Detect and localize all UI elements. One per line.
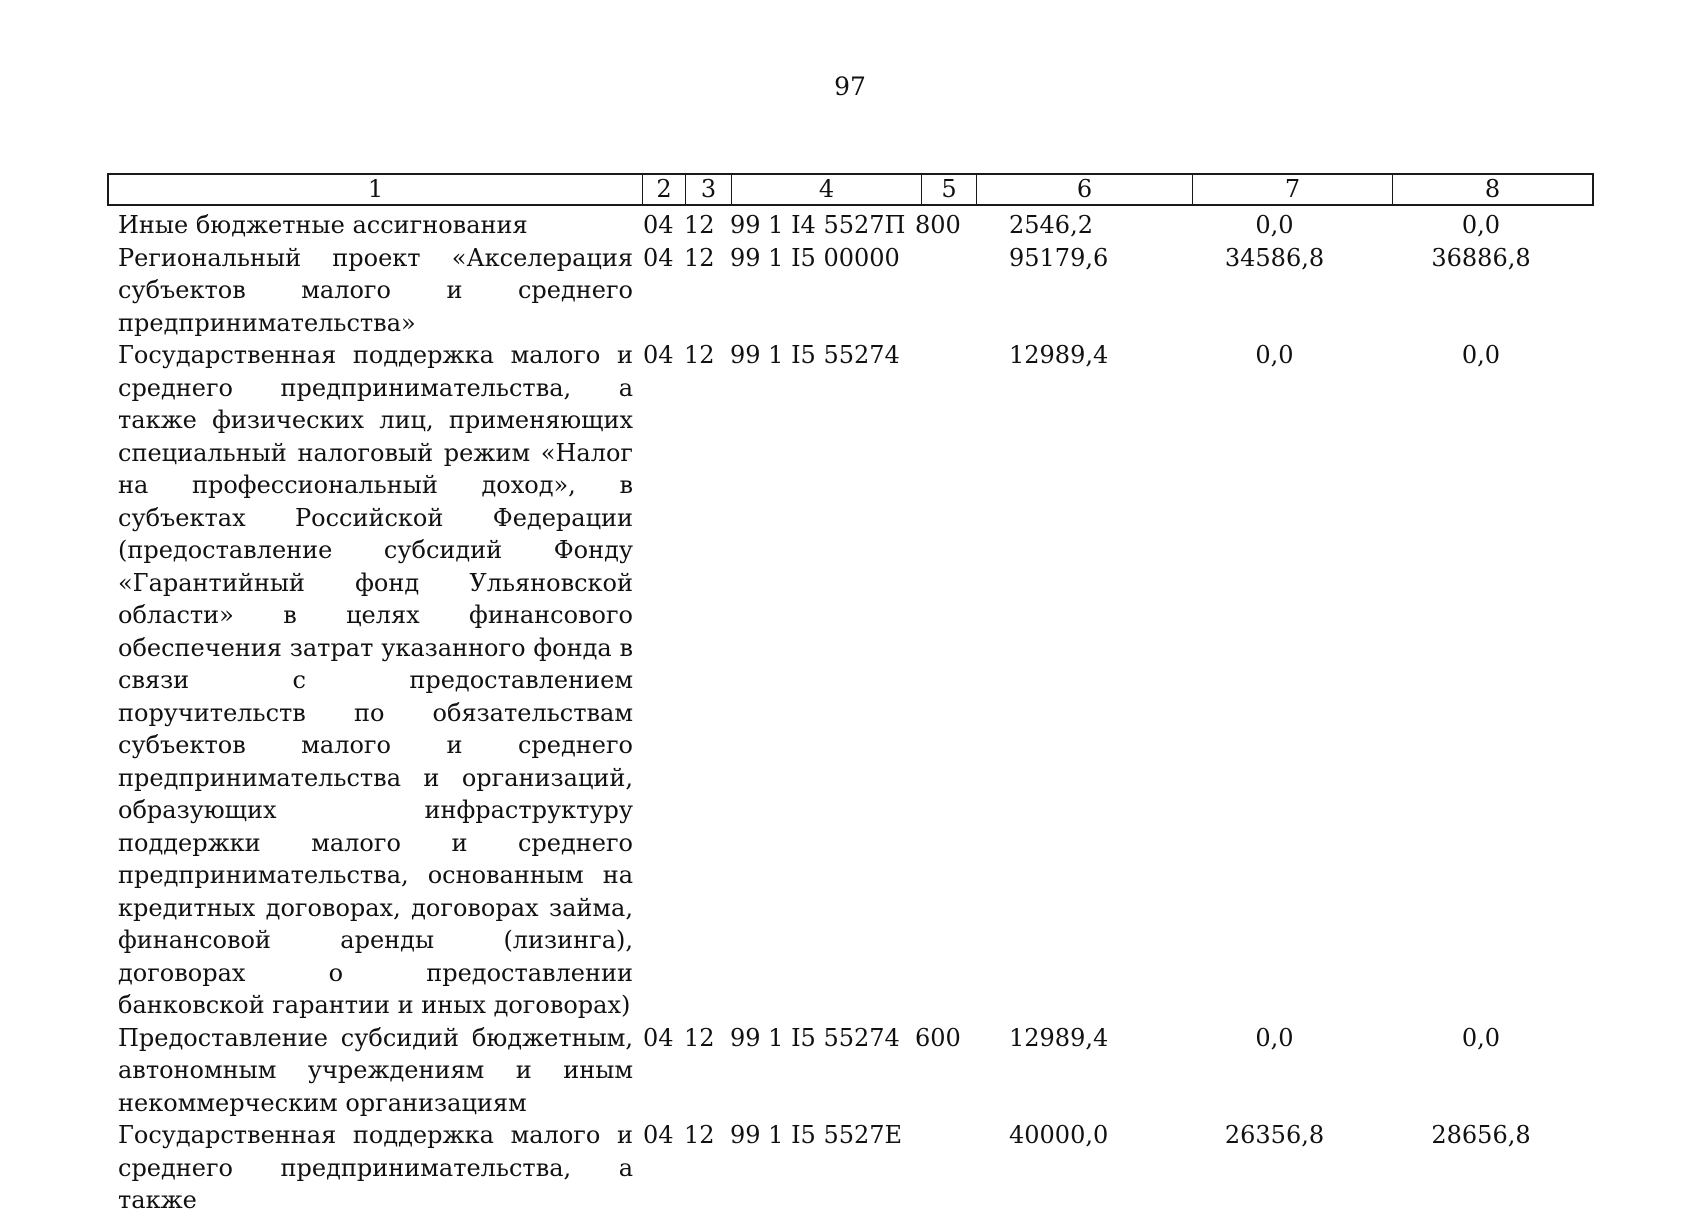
header-cell-1: 1 [109, 175, 643, 204]
table-row [118, 339, 1598, 1022]
header-cell-6: 6 [977, 175, 1193, 204]
header-cell-2: 2 [643, 175, 686, 204]
table-row [118, 209, 1598, 242]
amount-col-6: 12989,4 [1009, 341, 1109, 369]
section-code: 04 [643, 243, 674, 272]
header-cell-8: 8 [1484, 175, 1501, 203]
header-cell-3: 3 [686, 175, 732, 204]
target-article-code: 99 1 I5 5527Е [730, 1121, 903, 1149]
table-row [118, 242, 1598, 340]
expense-type-code: 800 [915, 211, 961, 239]
page-number: 97 [834, 72, 866, 101]
section-code: 04 [643, 1023, 674, 1052]
expense-type-code: 600 [915, 1023, 961, 1052]
amount-col-6: 40000,0 [1009, 1121, 1109, 1149]
amount-col-6: 2546,2 [1009, 211, 1093, 239]
amount-col-6: 95179,6 [1009, 243, 1109, 272]
table-row [118, 1119, 1598, 1217]
amount-col-7: 26356,8 [1224, 1121, 1325, 1149]
row-description: Предоставление субсидий бюджетным, автономным учреждениям и иным некоммерческим организациям [118, 1023, 633, 1117]
subsection-code: 12 [684, 1023, 715, 1052]
table-body [118, 209, 1598, 1217]
amount-col-7: 0,0 [1255, 211, 1294, 239]
target-article-code: 99 1 I4 5527П [730, 211, 906, 239]
amount-col-7: 34586,8 [1224, 243, 1325, 272]
table-header [107, 173, 1594, 206]
amount-col-8: 36886,8 [1431, 243, 1531, 272]
subsection-code: 12 [684, 1121, 715, 1149]
row-description: Государственная поддержка малого и среднего предпринимательства, а также [118, 1121, 633, 1214]
amount-col-7: 0,0 [1255, 341, 1294, 369]
section-code: 04 [643, 341, 674, 369]
amount-col-6: 12989,4 [1009, 1023, 1109, 1052]
row-description: Государственная поддержка малого и среднего предпринимательства, а также физических лиц, применяющих специальный налоговый режим «Налог на профессиональный доход», в субъектах Российской Федерации (предоставление субсидий Фонду «Гарантийный фонд Ульяновской области» в целях финансового обеспечения затрат указанного фонда в связи с предоставлением поручительств по обязательствам субъектов малого и среднего предпринимательства и организаций, образующих инфраструктуру поддержки малого и среднего предпринимательства, основанным на кредитных договорах, договорах займа, финансовой аренды (лизинга), договорах о предоставлении банковской гарантии и иных договорах) [118, 341, 633, 1019]
target-article-code: 99 1 I5 55274 [730, 1023, 900, 1052]
row-description: Региональный проект «Акселерация субъектов малого и среднего предпринимательства» [118, 243, 633, 337]
row-description: Иные бюджетные ассигнования [118, 211, 528, 239]
amount-col-8: 0,0 [1461, 1023, 1501, 1052]
subsection-code: 12 [684, 243, 715, 272]
amount-col-8: 28656,8 [1431, 1121, 1531, 1149]
subsection-code: 12 [684, 211, 715, 239]
header-cell-5: 5 [922, 175, 977, 204]
target-article-code: 99 1 I5 00000 [730, 243, 900, 272]
table-row [118, 1022, 1598, 1120]
amount-col-8: 0,0 [1461, 211, 1501, 239]
subsection-code: 12 [684, 341, 715, 369]
amount-col-8: 0,0 [1461, 341, 1501, 369]
section-code: 04 [643, 1121, 674, 1149]
target-article-code: 99 1 I5 55274 [730, 341, 900, 369]
header-cell-7: 7 [1193, 175, 1393, 204]
amount-col-7: 0,0 [1255, 1023, 1294, 1052]
header-cell-4: 4 [732, 175, 922, 204]
section-code: 04 [643, 211, 674, 239]
